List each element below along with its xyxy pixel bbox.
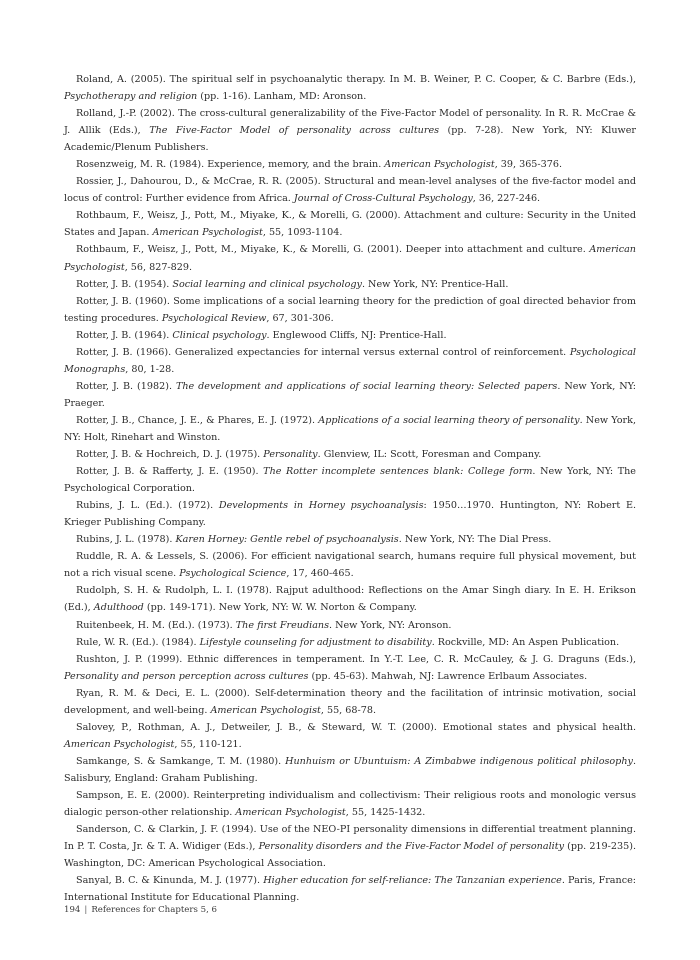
reference-entry: [64, 548, 636, 582]
reference-title: Adulthood: [93, 602, 144, 614]
page-number: 194: [64, 905, 81, 915]
reference-text: Rotter, J. B. (1966). Generalized expectancies for internal versus external control of reinforcement.: [76, 346, 570, 358]
running-footer-title: References for Chapters 5, 6: [91, 905, 218, 915]
reference-title: Psychotherapy and religion: [64, 91, 198, 103]
reference-entry: [64, 719, 636, 753]
reference-text: Rubins, J. L. (1978).: [76, 534, 176, 546]
reference-entry: [64, 497, 636, 531]
reference-text: Rotter, J. B., Chance, J. E., & Phares, E. J. (1972).: [76, 414, 319, 426]
reference-title: Personality disorders and the Five-Factor Model of personality: [258, 841, 564, 853]
reference-text: Rothbaum, F., Weisz, J., Pott, M., Miyake, K., & Morelli, G. (2000). Attachment and culture: Security in the United States and Japan.: [64, 210, 636, 239]
reference-entry: [64, 412, 636, 446]
reference-details: : 1950…1970. Huntington, NY: Robert E. Krieger Publishing Company.: [64, 500, 637, 529]
reference-details: , 36, 227-246.: [472, 193, 541, 205]
page-footer: [64, 905, 217, 915]
reference-entry: [64, 531, 636, 548]
reference-text: Ryan, R. M. & Deci, E. L. (2000). Self-determination theory and the facilitation of intrinsic motivation, social development, and well-being.: [64, 687, 636, 716]
reference-entry: [64, 156, 636, 173]
reference-entry: [64, 276, 636, 293]
reference-text: Rolland, J.-P. (2002). The cross-cultural generalizability of the Five-Factor Model of personality. In R. R. McCrae & J. Allik (Eds.),: [64, 108, 636, 137]
reference-title: Applications of a social learning theory of personality: [318, 414, 580, 426]
reference-entry: [64, 241, 636, 275]
reference-details: . Englewood Cliffs, NJ: Prentice-Hall.: [266, 329, 447, 341]
reference-details: , 17, 460-465.: [286, 568, 354, 580]
reference-entry: [64, 463, 636, 497]
reference-details: . New York, NY: Holt, Rinehart and Winston.: [64, 414, 636, 443]
reference-list: [64, 71, 636, 906]
reference-text: Rule, W. R. (Ed.). (1984).: [76, 636, 200, 648]
reference-text: Roland, A. (2005). The spiritual self in psychoanalytic therapy. In M. B. Weiner, P. C. Cooper, & C. Barbre (Eds.),: [76, 74, 636, 85]
reference-entry: [64, 173, 636, 207]
reference-text: Rosenzweig, M. R. (1984). Experience, memory, and the brain.: [76, 159, 385, 171]
reference-text: Salovey, P., Rothman, A. J., Detweiler, J. B., & Steward, W. T. (2000). Emotional states and physical health.: [76, 721, 636, 733]
reference-text: Rotter, J. B. & Hochreich, D. J. (1975).: [76, 449, 264, 461]
reference-details: . Rockville, MD: An Aspen Publication.: [431, 636, 620, 648]
reference-entry: [64, 344, 636, 378]
reference-details: . Salisbury, England: Graham Publishing.: [64, 755, 636, 784]
reference-title: The development and applications of social learning theory: Selected papers: [175, 380, 558, 392]
reference-details: (pp. 149-171). New York, NY: W. W. Norton & Company.: [143, 602, 417, 614]
reference-details: , 55, 1425-1432.: [345, 807, 426, 819]
reference-entry: [64, 207, 636, 241]
reference-text: Rotter, J. B. & Rafferty, J. E. (1950).: [76, 466, 264, 478]
footer-separator: |: [84, 905, 88, 915]
reference-title: Lifestyle counseling for adjustment to disability: [199, 636, 432, 648]
reference-details: (pp. 219-235). Washington, DC: American Psychological Association.: [64, 841, 636, 870]
reference-details: , 55, 68-78.: [320, 704, 376, 716]
reference-details: . New York, NY: Prentice-Hall.: [361, 278, 509, 290]
reference-text: Rothbaum, F., Weisz, J., Pott, M., Miyake, K., & Morelli, G. (2001). Deeper into attachment and culture.: [76, 244, 590, 256]
reference-entry: [64, 634, 636, 651]
reference-text: Sanyal, B. C. & Kinunda, M. J. (1977).: [76, 875, 264, 887]
reference-details: , 55, 110-121.: [174, 738, 242, 750]
reference-entry: [64, 651, 636, 685]
reference-text: Sanderson, C. & Clarkin, J. F. (1994). Use of the NEO-PI personality dimensions in differential treatment planning. In P. T. Costa, Jr. & T. A. Widiger (Eds.),: [64, 824, 636, 853]
reference-details: , 56, 827-829.: [124, 261, 193, 273]
reference-entry: [64, 787, 636, 821]
reference-entry: [64, 293, 636, 327]
reference-entry: [64, 821, 636, 872]
reference-text: Ruitenbeek, H. M. (Ed.). (1973).: [76, 619, 236, 631]
reference-entry: [64, 685, 636, 719]
reference-details: (pp. 45-63). Mahwah, NJ: Lawrence Erlbaum Associates.: [308, 670, 588, 682]
reference-title: American Psychologist: [152, 227, 263, 239]
reference-title: Personality and person perception across cultures: [64, 670, 309, 682]
reference-title: Psychological Monographs: [64, 346, 636, 375]
reference-title: Higher education for self-reliance: The Tanzanian experience: [263, 875, 562, 887]
reference-title: American Psychologist: [64, 738, 175, 750]
reference-text: Sampson, E. E. (2000). Reinterpreting individualism and collectivism: Their religious roots and monologic versus dialogic person-other relationship.: [64, 789, 636, 819]
reference-title: American Psychologist: [235, 807, 346, 819]
reference-title: Developments in Horney psychoanalysis: [218, 500, 424, 512]
reference-details: . New York, NY: Aronson.: [329, 619, 452, 631]
reference-details: . New York, NY: The Dial Press.: [398, 534, 552, 546]
reference-text: Ruddle, R. A. & Lessels, S. (2006). For efficient navigational search, humans require full physical movement, but not a rich visual scene.: [64, 551, 636, 580]
reference-details: , 67, 301-306.: [266, 312, 334, 324]
reference-title: Journal of Cross-Cultural Psychology: [293, 193, 473, 205]
reference-title: Karen Horney: Gentle rebel of psychoanalysis: [175, 534, 399, 546]
reference-text: Samkange, S. & Samkange, T. M. (1980).: [76, 755, 286, 767]
reference-title: Personality: [263, 449, 318, 461]
reference-entry: [64, 105, 636, 156]
reference-title: The first Freudians: [235, 619, 330, 631]
reference-text: Rotter, J. B. (1954).: [76, 278, 173, 290]
reference-details: . Paris, France: International Institute for Educational Planning.: [64, 875, 636, 904]
reference-details: . New York, NY: Praeger.: [64, 380, 636, 409]
reference-entry: [64, 327, 636, 344]
reference-entry: [64, 378, 636, 412]
reference-entry: [64, 582, 636, 616]
reference-title: Psychological Science: [179, 568, 287, 580]
reference-title: The Five-Factor Model of personality across cultures: [149, 125, 440, 137]
reference-text: Rubins, J. L. (Ed.). (1972).: [76, 500, 219, 512]
reference-details: , 39, 365-376.: [494, 159, 563, 171]
reference-details: (pp. 1-16). Lanham, MD: Aronson.: [197, 91, 367, 103]
reference-title: The Rotter incomplete sentences blank: College form: [263, 466, 533, 478]
reference-details: , 55, 1093-1104.: [262, 227, 343, 239]
reference-title: American Psychologist: [210, 704, 321, 716]
reference-entry: [64, 617, 636, 634]
reference-details: , 80, 1-28.: [125, 363, 175, 375]
reference-text: Rudolph, S. H. & Rudolph, L. I. (1978). Rajput adulthood: Reflections on the Amar Singh diary. In E. H. Erikson (Ed.),: [64, 585, 636, 614]
reference-title: American Psychologist: [384, 159, 495, 171]
reference-title: Social learning and clinical psychology: [172, 278, 362, 290]
reference-entry: [64, 872, 636, 906]
reference-text: Rotter, J. B. (1982).: [76, 380, 176, 392]
reference-details: . Glenview, IL: Scott, Foresman and Company.: [317, 449, 542, 461]
reference-text: Rushton, J. P. (1999). Ethnic differences in temperament. In Y.-T. Lee, C. R. McCauley, & J. G. Draguns (Eds.),: [76, 653, 636, 665]
reference-title: American Psychologist: [64, 244, 636, 273]
reference-text: Rotter, J. B. (1960). Some implications of a social learning theory for the prediction of goal directed behavior from testing procedures.: [64, 295, 636, 324]
reference-entry: [64, 71, 636, 105]
reference-details: (pp. 7-28). New York, NY: Kluwer Academic/Plenum Publishers.: [64, 125, 636, 154]
reference-text: Rossier, J., Dahourou, D., & McCrae, R. R. (2005). Structural and mean-level analyses of the five-factor model and locus of control: Further evidence from Africa.: [64, 176, 636, 205]
reference-text: Rotter, J. B. (1964).: [76, 329, 173, 341]
reference-title: Clinical psychology: [172, 329, 267, 341]
reference-title: Psychological Review: [161, 312, 267, 324]
reference-entry: [64, 753, 636, 787]
reference-entry: [64, 446, 636, 463]
reference-title: Hunhuism or Ubuntuism: A Zimbabwe indigenous political philosophy: [285, 755, 633, 767]
reference-details: . New York, NY: The Psychological Corporation.: [64, 466, 636, 495]
